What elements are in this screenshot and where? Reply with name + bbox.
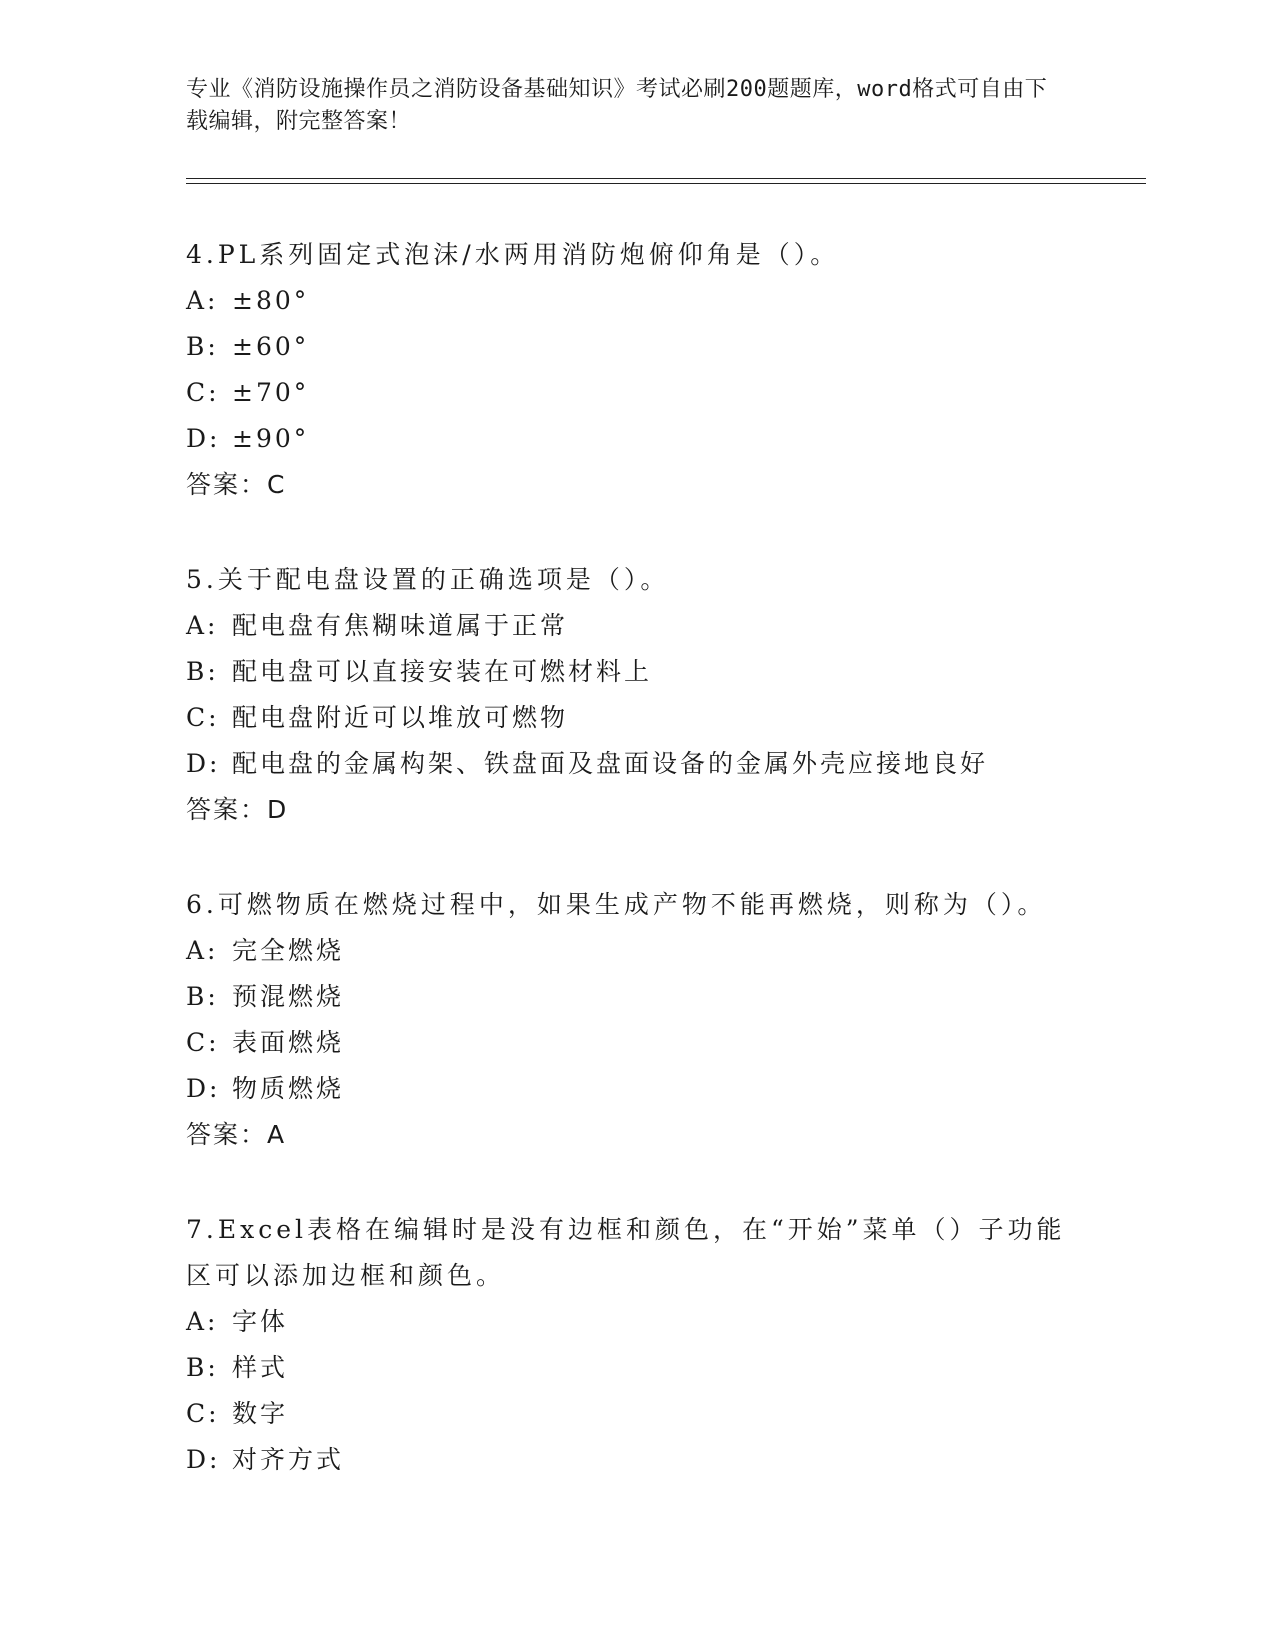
option-key: B: (186, 657, 219, 686)
option-key: C: (186, 378, 220, 407)
option-a (186, 603, 1086, 649)
option-d (186, 416, 1086, 462)
option-key: A: (186, 286, 219, 315)
answer-label: 答案：D (186, 795, 289, 824)
option-key: A: (186, 1307, 219, 1336)
option-d (186, 741, 1086, 787)
option-key: C: (186, 1028, 220, 1057)
question-5 (186, 557, 1086, 833)
question-6 (186, 882, 1086, 1158)
option-c (186, 1020, 1086, 1066)
option-text: 完全燃烧 (232, 936, 345, 965)
option-text: ±80° (232, 286, 310, 315)
option-text: 表面燃烧 (232, 1028, 345, 1057)
option-key: D: (186, 749, 221, 778)
question-stem: 7.Excel表格在编辑时是没有边框和颜色，在“开始”菜单（）子功能区可以添加边框和颜色。 (186, 1215, 1066, 1290)
document-header: 专业《消防设施操作员之消防设备基础知识》考试必刷200题题库，word格式可自由下载编辑，附完整答案！ (186, 77, 1048, 134)
header-divider-bottom (186, 183, 1146, 184)
question-stem: 6.可燃物质在燃烧过程中，如果生成产物不能再燃烧，则称为（）。 (186, 890, 1047, 919)
option-text: 对齐方式 (232, 1445, 345, 1474)
option-b (186, 324, 1086, 370)
option-key: B: (186, 982, 219, 1011)
option-key: B: (186, 1353, 219, 1382)
question-list (186, 232, 1086, 1532)
option-key: B: (186, 332, 219, 361)
option-text: 配电盘可以直接安装在可燃材料上 (232, 657, 653, 686)
option-key: A: (186, 611, 219, 640)
option-text: 样式 (232, 1353, 289, 1382)
option-text: ±70° (232, 378, 310, 407)
option-text: 数字 (232, 1399, 289, 1428)
option-text: 配电盘的金属构架、铁盘面及盘面设备的金属外壳应接地良好 (232, 749, 989, 778)
option-c (186, 695, 1086, 741)
question-stem: 5.关于配电盘设置的正确选项是（）。 (186, 565, 670, 594)
answer-label: 答案：A (186, 1120, 287, 1149)
option-b (186, 649, 1086, 695)
option-text: 预混燃烧 (232, 982, 345, 1011)
option-key: C: (186, 703, 220, 732)
option-text: 配电盘附近可以堆放可燃物 (232, 703, 569, 732)
option-a (186, 278, 1086, 324)
option-key: A: (186, 936, 219, 965)
option-key: D: (186, 424, 221, 453)
option-text: ±90° (232, 424, 310, 453)
option-key: C: (186, 1399, 220, 1428)
question-stem: 4.PL系列固定式泡沫/水两用消防炮俯仰角是（）。 (186, 240, 840, 269)
option-d (186, 1437, 1086, 1483)
question-4 (186, 232, 1086, 508)
option-text: 配电盘有焦糊味道属于正常 (232, 611, 569, 640)
option-c (186, 370, 1086, 416)
option-a (186, 1299, 1086, 1345)
option-d (186, 1066, 1086, 1112)
option-text: 字体 (232, 1307, 289, 1336)
option-text: 物质燃烧 (232, 1074, 345, 1103)
option-b (186, 974, 1086, 1020)
header-divider-top (186, 178, 1146, 179)
option-c (186, 1391, 1086, 1437)
option-b (186, 1345, 1086, 1391)
option-key: D: (186, 1445, 221, 1474)
answer-label: 答案：C (186, 470, 287, 499)
question-7 (186, 1207, 1086, 1483)
option-key: D: (186, 1074, 221, 1103)
option-a (186, 928, 1086, 974)
option-text: ±60° (232, 332, 310, 361)
